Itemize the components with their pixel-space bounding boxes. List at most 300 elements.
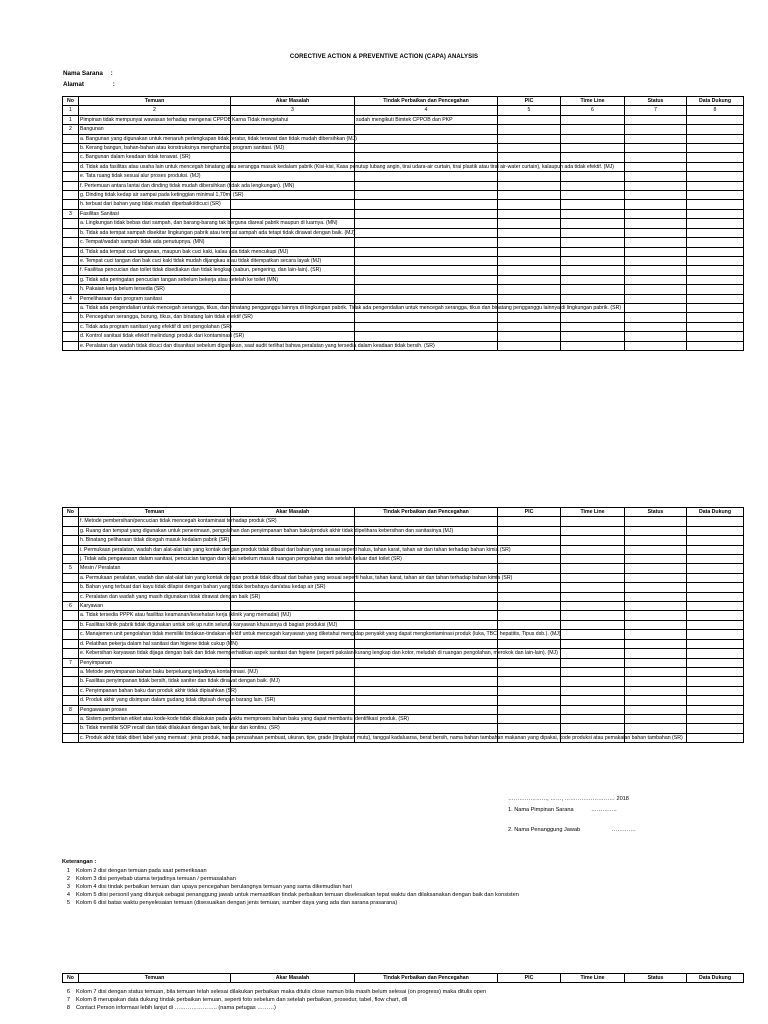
timeline-cell (561, 181, 625, 190)
row-number (63, 219, 79, 228)
status-cell (625, 134, 687, 143)
keterangan-list (58, 867, 519, 907)
pic-cell (498, 341, 561, 350)
data-dukung-cell (687, 144, 744, 153)
status-cell (625, 341, 687, 350)
row-number (63, 649, 79, 658)
table-row (63, 125, 744, 134)
data-dukung-cell (687, 162, 744, 171)
data-dukung-cell (687, 526, 744, 535)
table-header-row (63, 974, 744, 983)
pic-cell (498, 620, 561, 629)
column-header: Akar Masalah (231, 508, 355, 517)
table-row (63, 545, 744, 554)
signature-date: …………………, ……, ……………………… 2018 (508, 796, 629, 802)
pic-cell (498, 677, 561, 686)
column-header: No (63, 508, 79, 517)
table-row (63, 134, 744, 143)
akar-masalah-cell (231, 125, 355, 134)
data-dukung-cell (687, 536, 744, 545)
table-row (63, 341, 744, 350)
temuan-cell: g. Ruang dan tempat yang digunakan untuk penerimaan, pengolahan dan penyimpanan bahan baku/produk akhir tidak dipelihara kebersihan dan sanitasinya (MJ) (80, 527, 454, 534)
column-header: Status (625, 97, 687, 106)
column-header: PIC (498, 97, 561, 106)
alamat-text: Alamat (63, 81, 84, 88)
column-number: 2 (79, 106, 231, 115)
colon: : (110, 70, 113, 77)
tindak-cell (355, 611, 498, 620)
temuan-cell: a. Metode penyimpanan bahan baku berpeluang terjadinya kontaminasi. (MJ) (80, 668, 258, 675)
data-dukung-cell (687, 696, 744, 705)
data-dukung-cell (687, 181, 744, 190)
data-dukung-cell (687, 649, 744, 658)
pic-cell (498, 200, 561, 209)
akar-masalah-cell (231, 564, 355, 573)
pic-cell (498, 219, 561, 228)
note-text: Kolom 4 disi tindak perbaikan temuan dan upaya pencegahan berulangnya temuan yang sama dikemudian hari (76, 884, 352, 890)
pic-cell (498, 536, 561, 545)
pic-cell (498, 667, 561, 676)
column-header: Tindak Perbaikan dan Pencegahan (355, 508, 498, 517)
row-number (63, 630, 79, 639)
data-dukung-cell (687, 517, 744, 526)
pic-cell (498, 115, 561, 124)
note-item (58, 1004, 486, 1012)
temuan-cell: d. Produk akhir yang disimpan dalam gudang tidak ditpisah dengan barang lain. (SR) (80, 697, 276, 704)
tindak-cell (355, 285, 498, 294)
temuan-cell: a. Sistem pemberian etiket atau kode-kode tidak dilakukan pada waktu memproses bahan baku yang dapat membantu identifikasi produk. (SR) (80, 715, 410, 722)
akar-masalah-cell (231, 191, 355, 200)
tindak-cell (355, 536, 498, 545)
column-header: PIC (498, 974, 561, 983)
status-cell (625, 322, 687, 331)
note-number: 7 (66, 997, 70, 1003)
timeline-cell (561, 705, 625, 714)
row-number (63, 256, 79, 265)
pic-cell (498, 285, 561, 294)
column-header: Status (625, 508, 687, 517)
note-text: Kolom 5 diisi personil yang ditunjuk sebagai penanggung jawab untuk memastikan tindak perbaikan temuan diselesaikan tepat waktu dan dilaksanakan dengan baik dan konsisten (76, 892, 519, 898)
temuan-cell: e. Peralatan dan wadah tidak dicuci dan disanitasi sebelum digunakan, saat audit terlihat bahwa peralatan yang tersedia dalam keadaan tidak bersih. (SR) (80, 342, 435, 349)
row-number (63, 144, 79, 153)
tindak-cell (355, 639, 498, 648)
akar-masalah-cell: Karna Tidak mengetahui (231, 115, 355, 124)
data-dukung-cell (687, 341, 744, 350)
tindak-cell (355, 517, 498, 526)
akar-masalah-cell (231, 332, 355, 341)
pj-label: 2. Nama Penanggung Jawab (508, 827, 581, 833)
timeline-cell (561, 620, 625, 629)
status-cell (625, 677, 687, 686)
data-dukung-cell (687, 153, 744, 162)
row-number (63, 696, 79, 705)
table-row (63, 153, 744, 162)
pic-cell (498, 256, 561, 265)
data-dukung-cell (687, 583, 744, 592)
note-text: Contact Person informasi lebih lanjut di ………………….. (nama petugas ………) (76, 1005, 276, 1011)
row-number (63, 191, 79, 200)
pic-cell (498, 658, 561, 667)
tindak-cell (355, 620, 498, 629)
table-row (63, 536, 744, 545)
status-cell (625, 247, 687, 256)
tindak-cell (355, 294, 498, 303)
timeline-cell (561, 125, 625, 134)
table-row (63, 322, 744, 331)
tindak-cell (355, 313, 498, 322)
pic-cell (498, 564, 561, 573)
timeline-cell (561, 256, 625, 265)
status-cell (625, 611, 687, 620)
timeline-cell (561, 115, 625, 124)
row-number: 6 (63, 602, 79, 611)
row-number (63, 677, 79, 686)
temuan-cell: Karyawan (79, 602, 231, 611)
data-dukung-cell (687, 705, 744, 714)
pic-cell (498, 686, 561, 695)
tindak-cell (355, 696, 498, 705)
temuan-cell: c. Manajemen unit pengolahan tidak memiliki tindakan-tindakan efektif untuk mencegah karyawan yang diketahui mengidap penyakit yang dapat mengkontaminasi produk (luka, TBC, hepatitis, Tipus dsb.). (MJ) (80, 631, 561, 638)
status-cell (625, 649, 687, 658)
colon: : (112, 81, 115, 88)
pic-cell (498, 181, 561, 190)
data-dukung-cell (687, 332, 744, 341)
data-dukung-cell (687, 564, 744, 573)
note-number: 6 (66, 989, 70, 995)
data-dukung-cell (687, 733, 744, 742)
data-dukung-cell (687, 555, 744, 564)
temuan-cell: a. Permukaan peralatan, wadah dan alat-alat lain yang kontak dengan produk tidak dibuat dari bahan yang sesuai seperti halus, tahan karat, tahan air dan tahan terhadap bahan kimia (SR) (80, 574, 513, 581)
table-row (63, 677, 744, 686)
status-cell (625, 526, 687, 535)
row-number (63, 573, 79, 582)
table-row (63, 115, 744, 124)
table-row (63, 724, 744, 733)
data-dukung-cell (687, 303, 744, 312)
pic-cell (498, 209, 561, 218)
temuan-cell: c. Produk akhir tidak diberi label yang memuat : jenis produk, nama perusahaan pembuat, ukuran, tipe, grade (tingkatan mutu), tanggal kadaluarsa, berat bersih, nama bahan tambahan makanan yang dipakai, kode produksi atau pemakaian bahan tambahan (SR) (80, 734, 683, 741)
pic-cell (498, 294, 561, 303)
tindak-cell (355, 247, 498, 256)
temuan-cell: c. Penyimpanan bahan baku dan produk akhir tidak dipisahkan (SR) (80, 687, 237, 694)
timeline-cell (561, 555, 625, 564)
data-dukung-cell (687, 256, 744, 265)
status-cell (625, 602, 687, 611)
temuan-cell: e. Tata ruang tidak sesuai alur proses produksi. (MJ) (79, 172, 231, 181)
row-number (63, 181, 79, 190)
tindak-cell (355, 219, 498, 228)
timeline-cell (561, 677, 625, 686)
tindak-cell (355, 564, 498, 573)
data-dukung-cell (687, 228, 744, 237)
pic-cell (498, 153, 561, 162)
table-row (63, 285, 744, 294)
alamat-label (63, 81, 115, 88)
column-header: Temuan (79, 974, 231, 983)
pic-cell (498, 238, 561, 247)
table-row (63, 247, 744, 256)
capa-table-1 (62, 96, 744, 351)
temuan-cell: c. Bangunan dalam keadaan tidak terawat. (SR) (79, 153, 231, 162)
tindak-cell (355, 275, 498, 284)
pic-cell (498, 526, 561, 535)
temuan-cell: a. Lingkungan tidak bebas dari sampah, dan barang-barang tak berguna diareal pabrik maupun di luarnya. (MN) (80, 220, 338, 227)
data-dukung-cell (687, 125, 744, 134)
akar-masalah-cell (231, 705, 355, 714)
data-dukung-cell (687, 191, 744, 200)
tindak-cell (355, 332, 498, 341)
status-cell (625, 555, 687, 564)
column-header: Data Dukung (687, 508, 744, 517)
column-header: PIC (498, 508, 561, 517)
temuan-cell: b. Bahan yang terbuat dari kayu tidak dilapisi dengan bahan yang tidak berbahaya dan/atau kedap air (SR) (80, 584, 326, 591)
timeline-cell (561, 275, 625, 284)
pic-cell (498, 125, 561, 134)
temuan-cell: b. Tidak ada tempat sampah disekitar lingkungan pabrik atau tempat sampah ada tetapi tidak dirawat dengan baik. (MJ) (80, 229, 355, 236)
table-row (63, 332, 744, 341)
tindak-cell (355, 191, 498, 200)
table-row (63, 705, 744, 714)
tindak-cell (355, 677, 498, 686)
temuan-cell: j. Tidak ada pengawasan dalam sanitasi, pencucian tangan dan kaki sebelum masuk ruangan pengolahan dan setelah keluar dari toilet (SR) (80, 556, 402, 563)
note-item (58, 899, 519, 907)
timeline-cell (561, 602, 625, 611)
row-number (63, 200, 79, 209)
row-number (63, 639, 79, 648)
status-cell (625, 266, 687, 275)
temuan-cell: Pemeliharaan dan program sanitasi (79, 294, 231, 303)
timeline-cell (561, 238, 625, 247)
pic-cell (498, 332, 561, 341)
timeline-cell (561, 649, 625, 658)
page-title: CORECTIVE ACTION & PREVENTIVE ACTION (CAPA) ANALYSIS (289, 54, 479, 60)
temuan-cell: g. Dinding tidak kedap air sampai pada ketinggian minimal 1,70m. (SR) (80, 192, 244, 199)
row-number (63, 517, 79, 526)
data-dukung-cell (687, 285, 744, 294)
table-row (63, 630, 744, 639)
timeline-cell (561, 322, 625, 331)
note-number: 3 (66, 884, 70, 890)
column-header: Time Line (561, 974, 625, 983)
table-row (63, 313, 744, 322)
row-number: 3 (63, 209, 79, 218)
bottom-notes (58, 988, 486, 1012)
column-header: Tindak Perbaikan dan Pencegahan (355, 974, 498, 983)
column-header: Temuan (79, 508, 231, 517)
row-number (63, 238, 79, 247)
status-cell (625, 332, 687, 341)
pj-dots: …………. (611, 827, 636, 833)
status-cell (625, 564, 687, 573)
timeline-cell (561, 545, 625, 554)
temuan-cell: c. Tempat/wadah sampah tidak ada penutupnya. (MN) (79, 238, 231, 247)
status-cell (625, 125, 687, 134)
signature-line-1 (508, 806, 617, 814)
temuan-cell: b. Fasilitas klinik pabrik tidak digunakan untuk cek up rutin seluruh karyawan khususnya di bagian produksi (MJ) (80, 621, 338, 628)
temuan-cell: g. Tidak ada peringatan pencucian tangan sebelum bekerja atau setelah ke toilet (MN) (80, 276, 279, 283)
data-dukung-cell (687, 545, 744, 554)
column-header: Temuan (79, 97, 231, 106)
data-dukung-cell (687, 630, 744, 639)
pic-cell (498, 134, 561, 143)
note-text: Kolom 8 merupakan data dukung tindak perbaikan temuan, seperti foto sebelum dan setelah perbaikan, prosedur, tabel, flow chart, dll (76, 997, 408, 1003)
timeline-cell (561, 583, 625, 592)
data-dukung-cell (687, 313, 744, 322)
status-cell (625, 200, 687, 209)
temuan-cell: c. Peralatan dan wadah yang masih digunakan tidak dirawat dengan baik (SR) (80, 593, 261, 600)
timeline-cell (561, 724, 625, 733)
timeline-cell (561, 573, 625, 582)
row-number (63, 620, 79, 629)
temuan-cell: h. Binatang peliharaan tidak dicegah masuk kedalam pabrik (SR) (80, 537, 230, 544)
timeline-cell (561, 228, 625, 237)
column-number: 1 (63, 106, 79, 115)
column-header: Data Dukung (687, 974, 744, 983)
status-cell (625, 517, 687, 526)
column-header: No (63, 97, 79, 106)
tindak-cell (355, 266, 498, 275)
pic-cell (498, 144, 561, 153)
row-number (63, 228, 79, 237)
note-number: 8 (66, 1005, 70, 1011)
pic-cell (498, 639, 561, 648)
row-number: 1 (63, 115, 79, 124)
table-row (63, 303, 744, 312)
temuan-cell: a. Tidak tersedia PPPK atau fasilitas keamanan/kesehatan kerja (klinik yang memadai) (MJ) (80, 612, 292, 619)
note-number: 4 (66, 892, 70, 898)
row-number (63, 555, 79, 564)
temuan-cell: b. Fasilitas penyimpanan tidak bersih, tidak saniter dan tidak dirawat dengan baik. (MJ) (80, 678, 280, 685)
table-row (63, 564, 744, 573)
row-number (63, 686, 79, 695)
status-cell (625, 686, 687, 695)
temuan-cell: h. terbuat dari bahan yang tidak mudah diperbaiki/dicuci (SR) (79, 200, 231, 209)
timeline-cell (561, 219, 625, 228)
row-number (63, 313, 79, 322)
data-dukung-cell (687, 238, 744, 247)
temuan-cell: Fasilitas Sanitasi (79, 209, 231, 218)
status-cell (625, 592, 687, 601)
tindak-cell (355, 602, 498, 611)
status-cell (625, 153, 687, 162)
data-dukung-cell (687, 247, 744, 256)
timeline-cell (561, 667, 625, 676)
akar-masalah-cell (231, 658, 355, 667)
temuan-cell: i. Permukaan peralatan, wadah dan alat-alat lain yang kontak dengan produk tidak dibuat dari bahan yang sesuai seperti halus, tahan karat, tahan air dan tahan terhadap bahan kimia (SR) (80, 546, 511, 553)
tindak-cell (355, 228, 498, 237)
status-cell (625, 303, 687, 312)
column-header: Time Line (561, 508, 625, 517)
table-row (63, 639, 744, 648)
data-dukung-cell (687, 322, 744, 331)
table-row (63, 611, 744, 620)
timeline-cell (561, 639, 625, 648)
column-number-row (63, 106, 744, 115)
pimpinan-label: 1. Nama Pimpinan Sarana (508, 807, 574, 813)
data-dukung-cell (687, 724, 744, 733)
status-cell (625, 285, 687, 294)
row-number (63, 583, 79, 592)
akar-masalah-cell (231, 285, 355, 294)
table-row (63, 602, 744, 611)
column-number: 8 (687, 106, 744, 115)
temuan-cell: e. Kebersihan karyawan tidak dijaga dengan baik dan tidak memperhatikan aspek sanitasi dan higiene (seperti pakaian kurang lengkap dan kotor, meludah di ruangan pengolahan, merokok dan lain-lain). (MJ) (80, 650, 558, 657)
row-number (63, 303, 79, 312)
data-dukung-cell (687, 134, 744, 143)
table-row (63, 696, 744, 705)
note-item (58, 875, 519, 883)
capa-table-3 (62, 973, 744, 983)
note-item (58, 996, 486, 1004)
akar-masalah-cell (231, 322, 355, 331)
timeline-cell (561, 294, 625, 303)
table-row (63, 667, 744, 676)
table-row (63, 658, 744, 667)
nama-sarana-label (63, 70, 113, 77)
pic-cell (498, 313, 561, 322)
akar-masalah-cell (231, 209, 355, 218)
nama-sarana-text: Nama Sarana (63, 70, 103, 77)
akar-masalah-cell (231, 686, 355, 695)
note-text: Kolom 6 disi batas waktu penyelesaian temuan (disesuaikan dengan jenis temuan, sumber daya yang ada dan sarana prasarana) (76, 900, 398, 906)
timeline-cell (561, 714, 625, 723)
pic-cell (498, 602, 561, 611)
table-row (63, 294, 744, 303)
data-dukung-cell (687, 209, 744, 218)
table-row (63, 714, 744, 723)
timeline-cell (561, 247, 625, 256)
keterangan-label: Keterangan : (62, 859, 97, 865)
table-row (63, 526, 744, 535)
temuan-cell: f. Fasilitas pencucian dan toilet tidak disediakan dan tidak lengkap (sabun, pengering, dan lain-lain). (SR) (80, 267, 322, 274)
temuan-cell: b. Pencegahan serangga, burung, tikus, dan binatang lain tidak efektif (SR) (80, 314, 253, 321)
timeline-cell (561, 686, 625, 695)
status-cell (625, 172, 687, 181)
akar-masalah-cell (231, 536, 355, 545)
row-number (63, 134, 79, 143)
timeline-cell (561, 696, 625, 705)
akar-masalah-cell (231, 238, 355, 247)
status-cell (625, 228, 687, 237)
data-dukung-cell (687, 667, 744, 676)
temuan-cell: h. Pakaian kerja belum tersedia (SR) (79, 285, 231, 294)
tindak-cell (355, 153, 498, 162)
data-dukung-cell (687, 602, 744, 611)
akar-masalah-cell (231, 200, 355, 209)
akar-masalah-cell (231, 602, 355, 611)
row-number (63, 275, 79, 284)
row-number (63, 611, 79, 620)
table-row (63, 620, 744, 629)
status-cell (625, 162, 687, 171)
timeline-cell (561, 536, 625, 545)
data-dukung-cell (687, 266, 744, 275)
pic-cell (498, 322, 561, 331)
column-header: Time Line (561, 97, 625, 106)
temuan-cell: d. Tidak ada fasilitas atau usaha lain untuk mencegah binatang atau serangga masuk kedalam pabrik (Kisi-kisi, Kasa penutup lubang angin, tirai udara-air curtain, tirai plastik atau tirai air-water curtain), kalaupun ada tidak efektif. (MJ) (80, 163, 615, 170)
data-dukung-cell (687, 573, 744, 582)
data-dukung-cell (687, 620, 744, 629)
pic-cell (498, 696, 561, 705)
note-text: Kolom 2 disi dengan temuan pada saat pemeriksaan (76, 868, 207, 874)
note-item (58, 891, 519, 899)
tindak-cell (355, 172, 498, 181)
note-number: 5 (66, 900, 70, 906)
akar-masalah-cell (231, 639, 355, 648)
pic-cell (498, 228, 561, 237)
table-row (63, 172, 744, 181)
pic-cell (498, 517, 561, 526)
